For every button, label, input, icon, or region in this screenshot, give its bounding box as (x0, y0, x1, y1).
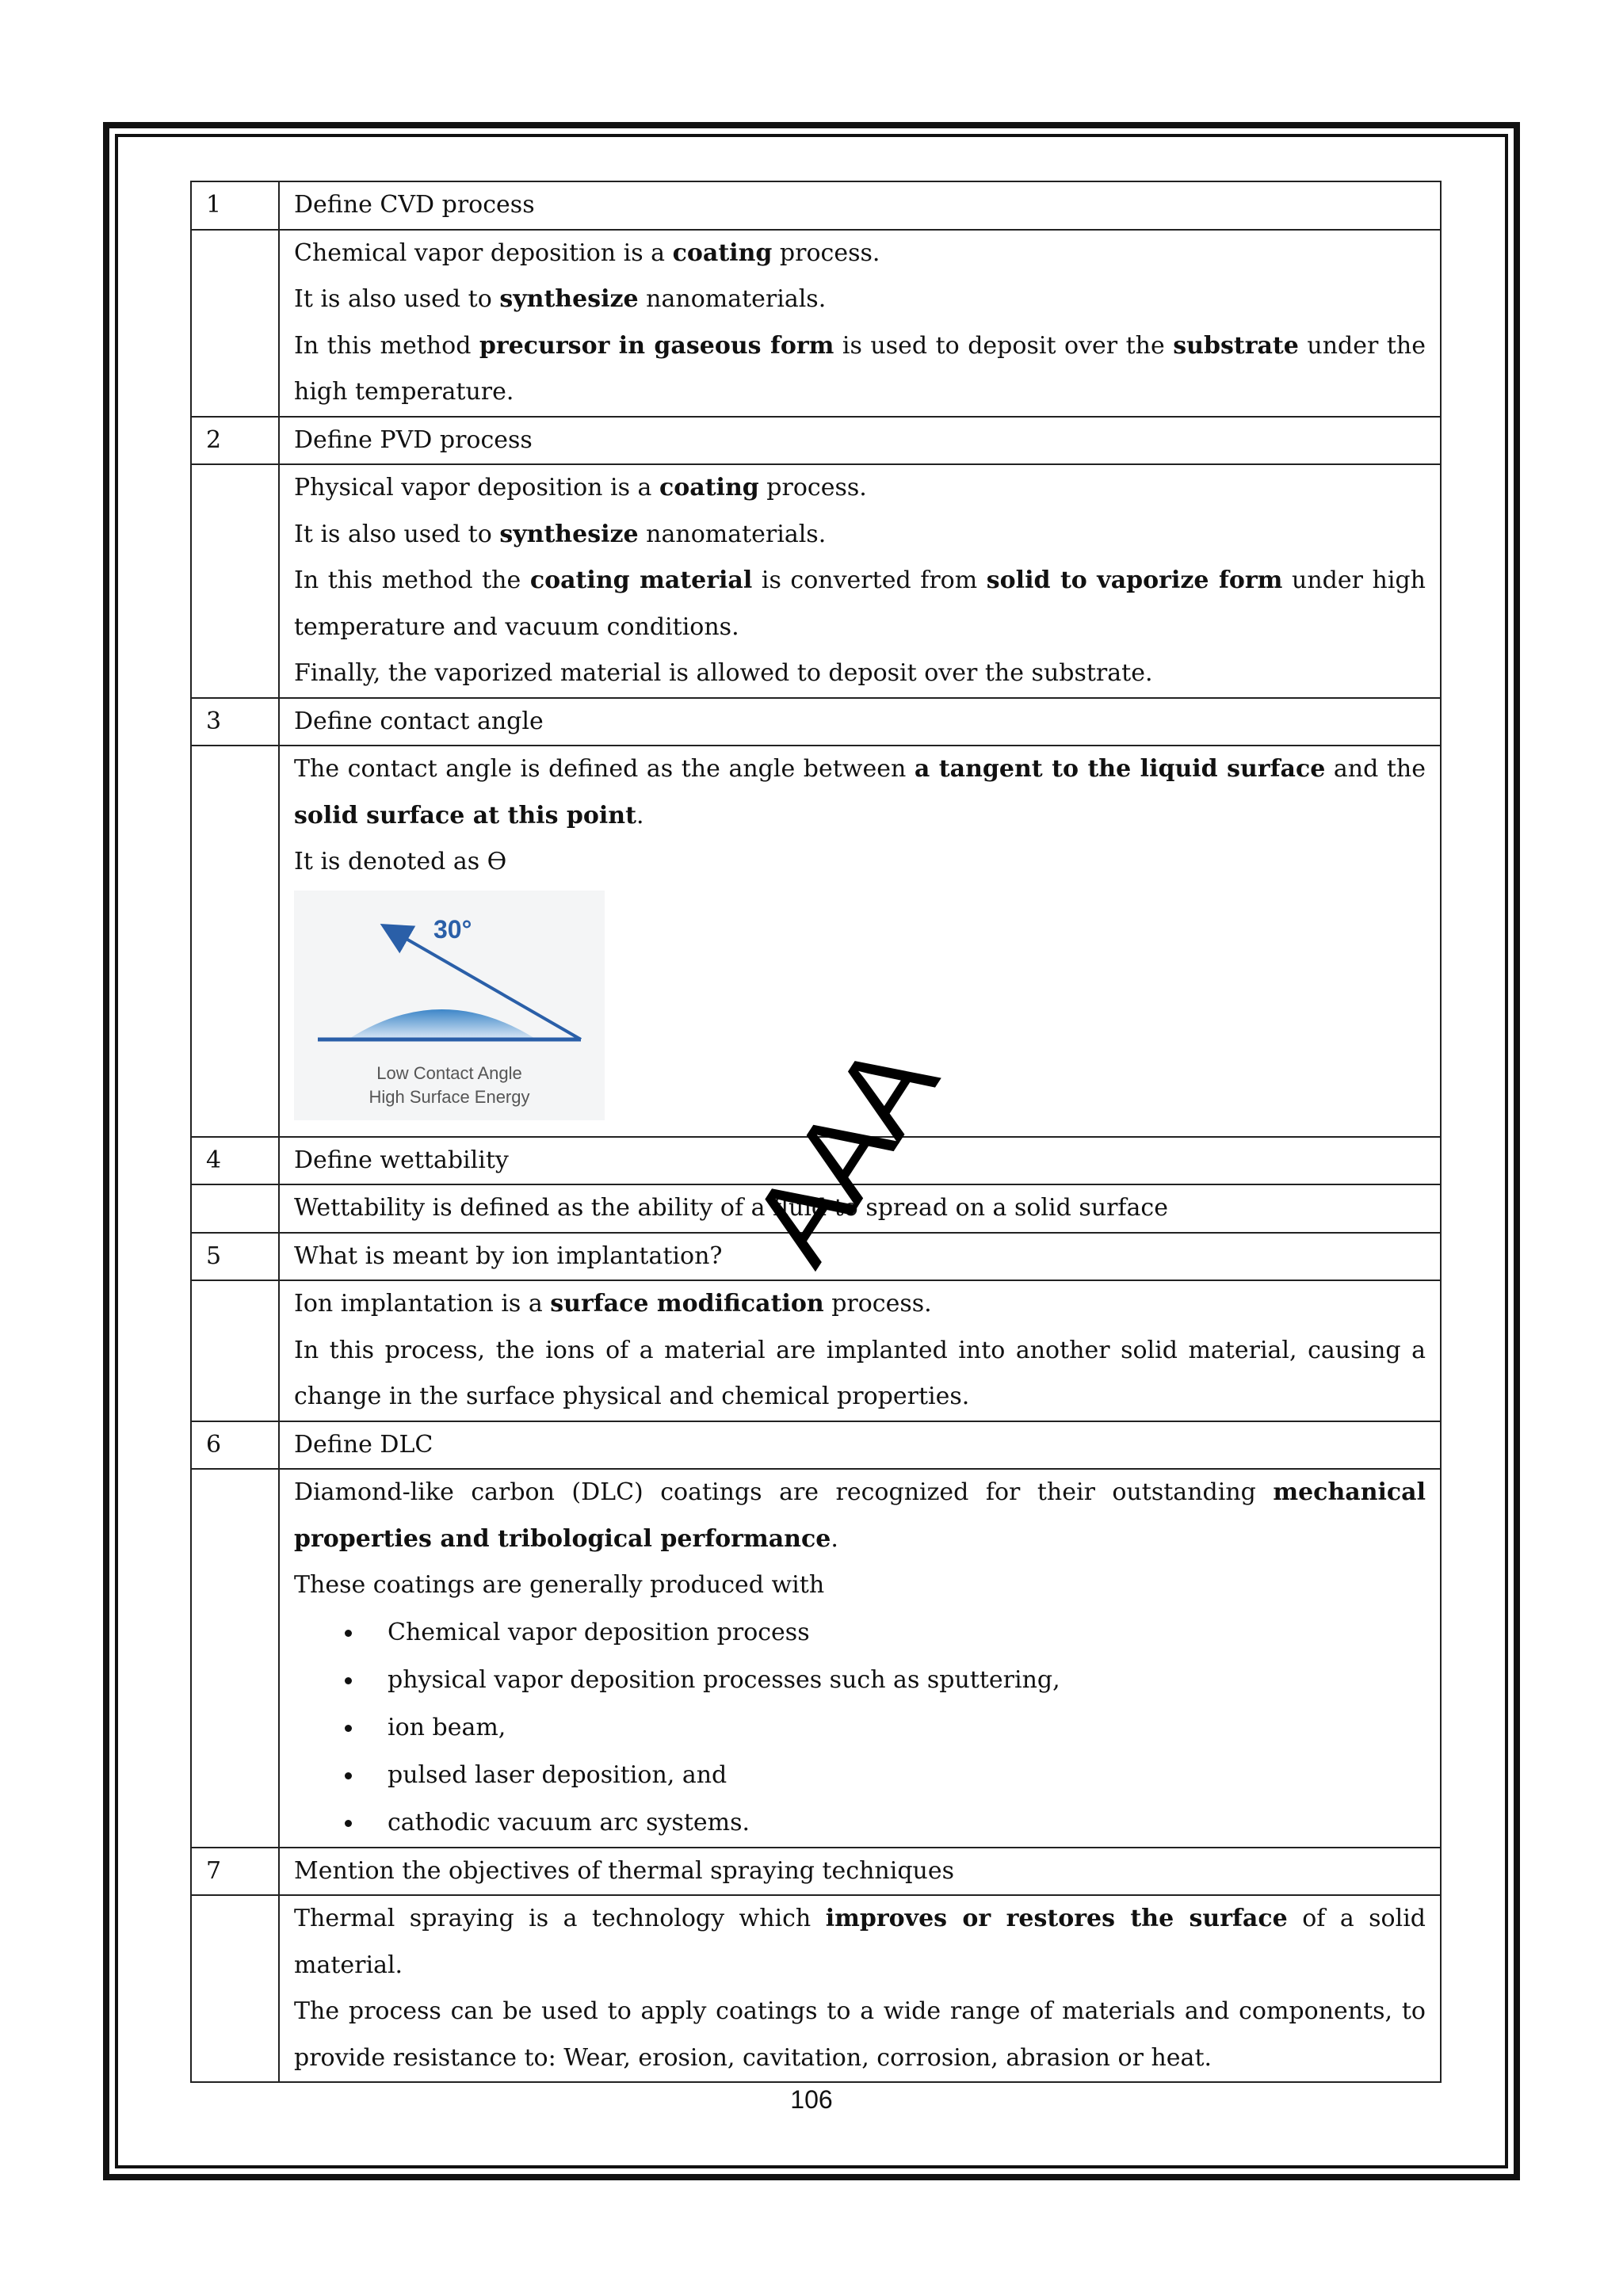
answer-row (191, 1469, 1441, 1848)
text-run: of a solid material. (294, 1905, 1426, 1979)
text-run: nanomaterials. (638, 520, 827, 548)
figure-caption-line2: High Surface Energy (369, 1086, 530, 1107)
text-run: The contact angle is defined as the angle between (294, 755, 915, 783)
text-run: process. (758, 474, 867, 502)
answer-number-cell (191, 1184, 279, 1233)
bold-term: surface modification (550, 1290, 824, 1318)
question-text: Define contact angle (279, 698, 1441, 746)
answer-paragraph (294, 558, 1426, 650)
text-run: Thermal spraying is a technology which (294, 1905, 826, 1932)
question-row (191, 698, 1441, 746)
bullet-item: ion beam, (294, 1704, 1426, 1752)
answer-paragraph (294, 1470, 1426, 1562)
text-run: under the high temperature. (294, 331, 1426, 406)
text-run: The process can be used to apply coatings to a wide range of materials and components, to provide resistance to: Wear, erosion, cavitation, corrosion, abrasion or heat. (294, 1997, 1426, 2072)
question-text: Define DLC (279, 1421, 1441, 1470)
question-text: What is meant by ion implantation? (279, 1233, 1441, 1281)
question-row (191, 1848, 1441, 1896)
bold-term: synthesize (499, 285, 639, 313)
answer-row (191, 230, 1441, 417)
answer-text (279, 1469, 1441, 1848)
question-text: Mention the objectives of thermal spraying techniques (279, 1848, 1441, 1896)
question-number: 2 (191, 417, 279, 465)
question-row (191, 1421, 1441, 1470)
figure-caption-line1: Low Contact Angle (376, 1062, 522, 1083)
text-run: Diamond-like carbon (DLC) coatings are recognized for their outstanding (294, 1478, 1274, 1506)
text-run: Physical vapor deposition is a (294, 474, 659, 502)
answer-paragraph (294, 231, 1426, 277)
question-row (191, 417, 1441, 465)
answer-row (191, 1280, 1441, 1421)
bullet-item: pulsed laser deposition, and (294, 1752, 1426, 1799)
answer-row (191, 464, 1441, 698)
answer-number-cell (191, 464, 279, 698)
bold-term: coating material (529, 566, 753, 594)
angle-label: 30° (433, 914, 472, 944)
text-run: Wettability is defined as the ability of a fluid to spread on a solid surface (294, 1194, 1168, 1222)
text-run: process. (772, 238, 880, 267)
answer-number-cell (191, 746, 279, 1137)
answer-paragraph (294, 746, 1426, 839)
bold-term: coating (659, 474, 759, 502)
text-run: under high temperature and vacuum conditions. (294, 566, 1426, 641)
question-number: 1 (191, 181, 279, 230)
answer-number-cell (191, 1895, 279, 2082)
text-run: It is denoted as ϴ (294, 848, 507, 875)
answer-paragraph (294, 1989, 1426, 2081)
answer-text (279, 1280, 1441, 1421)
question-row (191, 181, 1441, 230)
text-run: and the (1325, 755, 1426, 783)
text-run: Ion implantation is a (294, 1290, 551, 1318)
contact-angle-diagram (294, 891, 605, 1120)
text-run: It is also used to (294, 520, 500, 548)
droplet (348, 1009, 537, 1039)
bold-term: solid surface at this point (294, 801, 636, 830)
text-run: In this method (294, 331, 479, 360)
answer-paragraph (294, 323, 1426, 416)
answer-paragraph (294, 512, 1426, 559)
page-number: 106 (790, 2085, 833, 2114)
question-number: 5 (191, 1233, 279, 1281)
bullet-item: physical vapor deposition processes such as sputtering, (294, 1657, 1426, 1704)
answer-number-cell (191, 230, 279, 417)
answer-paragraph (294, 277, 1426, 323)
text-run: Chemical vapor deposition is a (294, 238, 673, 267)
answer-paragraph (294, 650, 1426, 697)
answer-paragraph (294, 465, 1426, 512)
question-number: 4 (191, 1137, 279, 1185)
contact-angle-figure (294, 891, 605, 1120)
answer-paragraph (294, 1896, 1426, 1989)
watermark: AAA (724, 1021, 961, 1286)
question-number: 6 (191, 1421, 279, 1470)
answer-paragraph (294, 839, 1426, 886)
question-number: 3 (191, 698, 279, 746)
answer-text (279, 1895, 1441, 2082)
text-run: process. (823, 1290, 932, 1318)
question-number: 7 (191, 1848, 279, 1896)
text-run: is used to deposit over the (834, 331, 1174, 360)
bold-term: substrate (1173, 331, 1299, 360)
text-run: In this process, the ions of a material are implanted into another solid material, causing a change in the surface physical and chemical properties. (294, 1336, 1426, 1410)
text-run: . (831, 1524, 838, 1553)
bold-term: mechanical properties and tribological performance (294, 1478, 1426, 1553)
answer-number-cell (191, 1280, 279, 1421)
question-text: Define CVD process (279, 181, 1441, 230)
text-run: Finally, the vaporized material is allowed to deposit over the substrate. (294, 659, 1153, 687)
text-run: nanomaterials. (638, 285, 827, 313)
text-run: is converted from (752, 566, 987, 594)
question-text: Define wettability (279, 1137, 1441, 1185)
bold-term: improves or restores the surface (825, 1905, 1288, 1932)
answer-paragraph (294, 1562, 1426, 1609)
bold-term: a tangent to the liquid surface (914, 755, 1326, 783)
bullet-item: cathodic vacuum arc systems. (294, 1799, 1426, 1847)
bold-term: solid to vaporize form (986, 566, 1283, 594)
answer-number-cell (191, 1469, 279, 1848)
question-text: Define PVD process (279, 417, 1441, 465)
bullet-item: Chemical vapor deposition process (294, 1609, 1426, 1657)
bold-term: coating (672, 238, 773, 267)
text-run: It is also used to (294, 285, 500, 313)
bullet-list (294, 1609, 1426, 1847)
text-run: . (636, 801, 644, 830)
text-run: In this method the (294, 566, 530, 594)
answer-row (191, 1895, 1441, 2082)
answer-paragraph (294, 1281, 1426, 1328)
text-run: These coatings are generally produced with (294, 1571, 825, 1599)
answer-text (279, 230, 1441, 417)
answer-paragraph (294, 1328, 1426, 1421)
bold-term: synthesize (499, 520, 639, 548)
bold-term: precursor in gaseous form (479, 331, 834, 360)
answer-text (279, 464, 1441, 698)
